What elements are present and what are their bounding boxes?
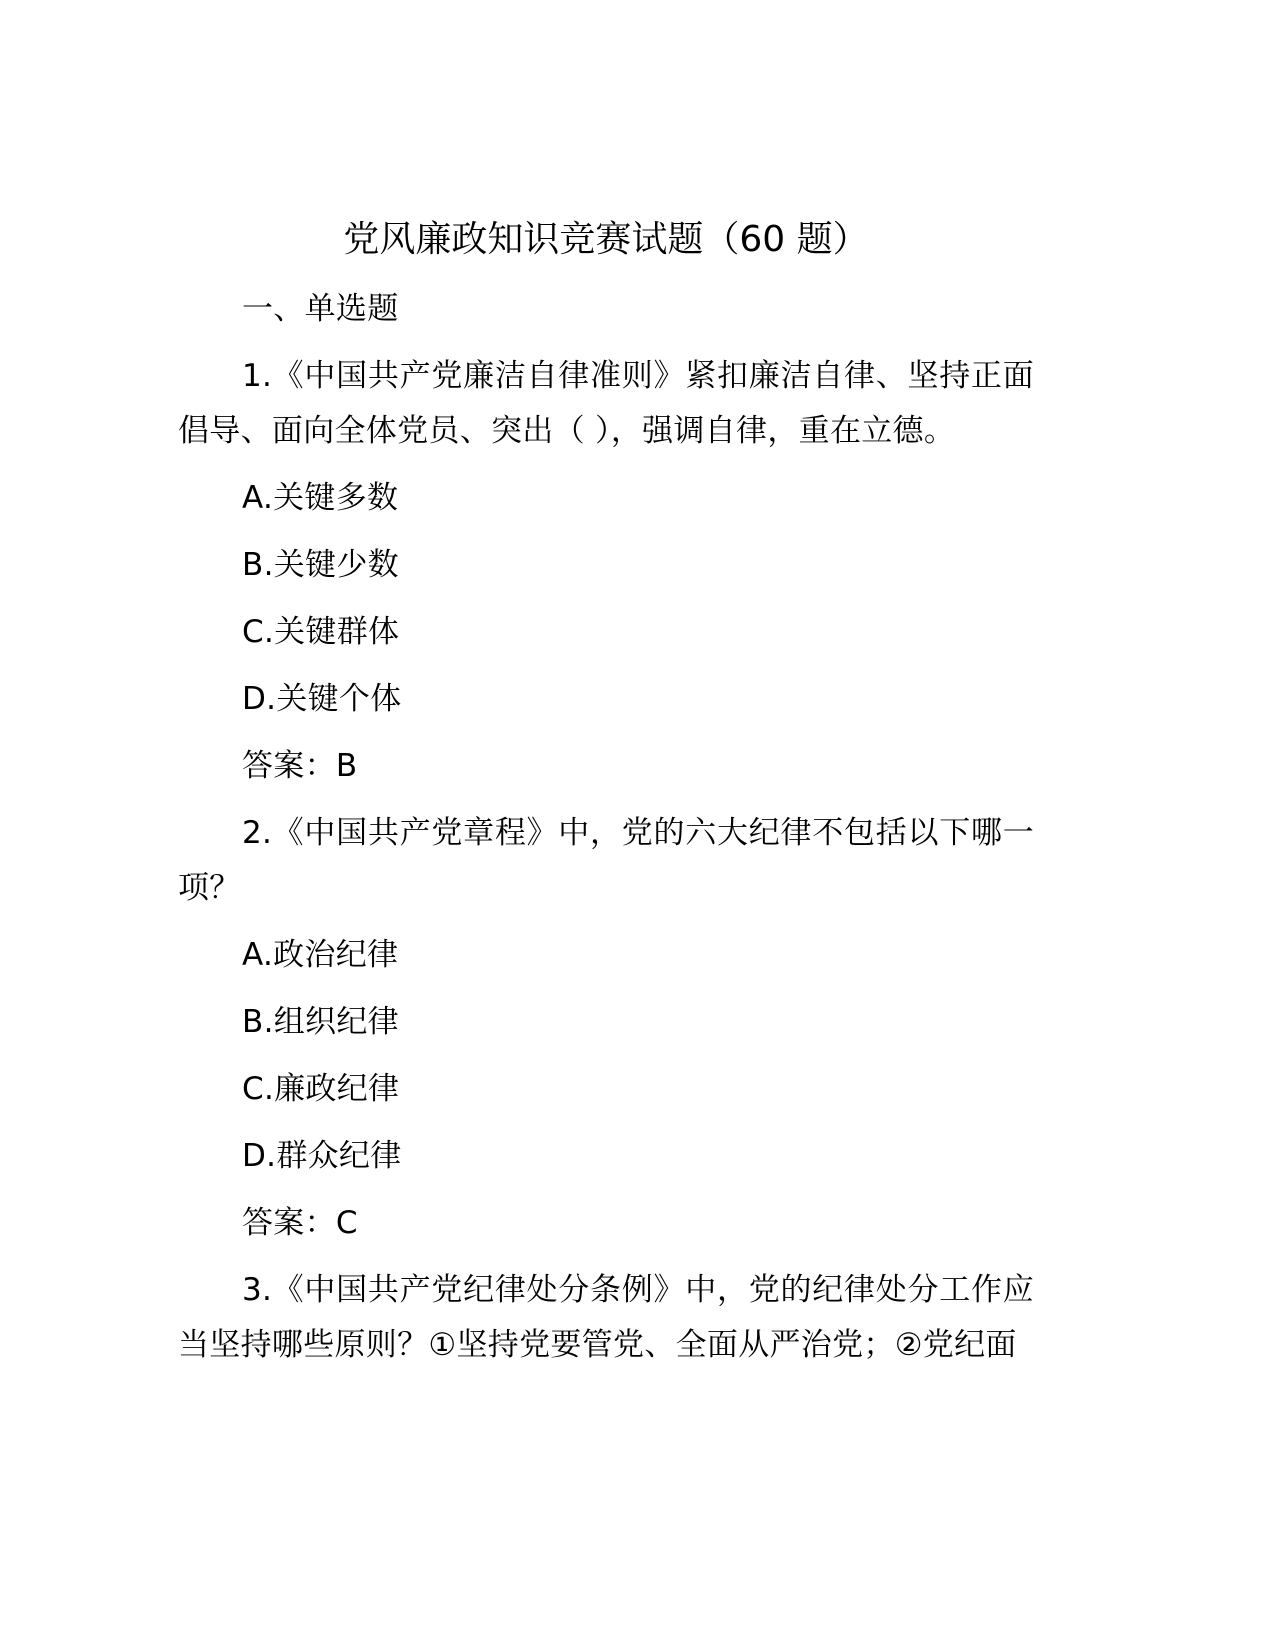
document-title: 党风廉政知识竞赛试题（60 题） <box>343 219 869 260</box>
option: D.关键个体 <box>242 681 402 717</box>
question-stem: 1.《中国共产党廉洁自律准则》紧扣廉洁自律、坚持正面倡导、面向全体党员、突出（ ），强调自律，重在立德。 <box>178 358 1034 449</box>
document-page <box>178 212 1034 1385</box>
question-stem: 3.《中国共产党纪律处分条例》中，党的纪律处分工作应当坚持哪些原则？①坚持党要管党、全面从严治党；②党纪面 <box>178 1272 1034 1363</box>
answer: 答案：C <box>242 1205 358 1241</box>
option: D.群众纪律 <box>242 1138 402 1174</box>
option: C.关键群体 <box>242 614 400 650</box>
question-stem: 2.《中国共产党章程》中，党的六大纪律不包括以下哪一项？ <box>178 815 1034 906</box>
option: A.政治纪律 <box>242 937 399 973</box>
option: B.关键少数 <box>242 547 399 583</box>
option: C.廉政纪律 <box>242 1071 400 1107</box>
section-heading: 一、单选题 <box>242 291 399 327</box>
option: B.组织纪律 <box>242 1004 399 1040</box>
option: A.关键多数 <box>242 480 399 516</box>
answer: 答案：B <box>242 748 358 784</box>
